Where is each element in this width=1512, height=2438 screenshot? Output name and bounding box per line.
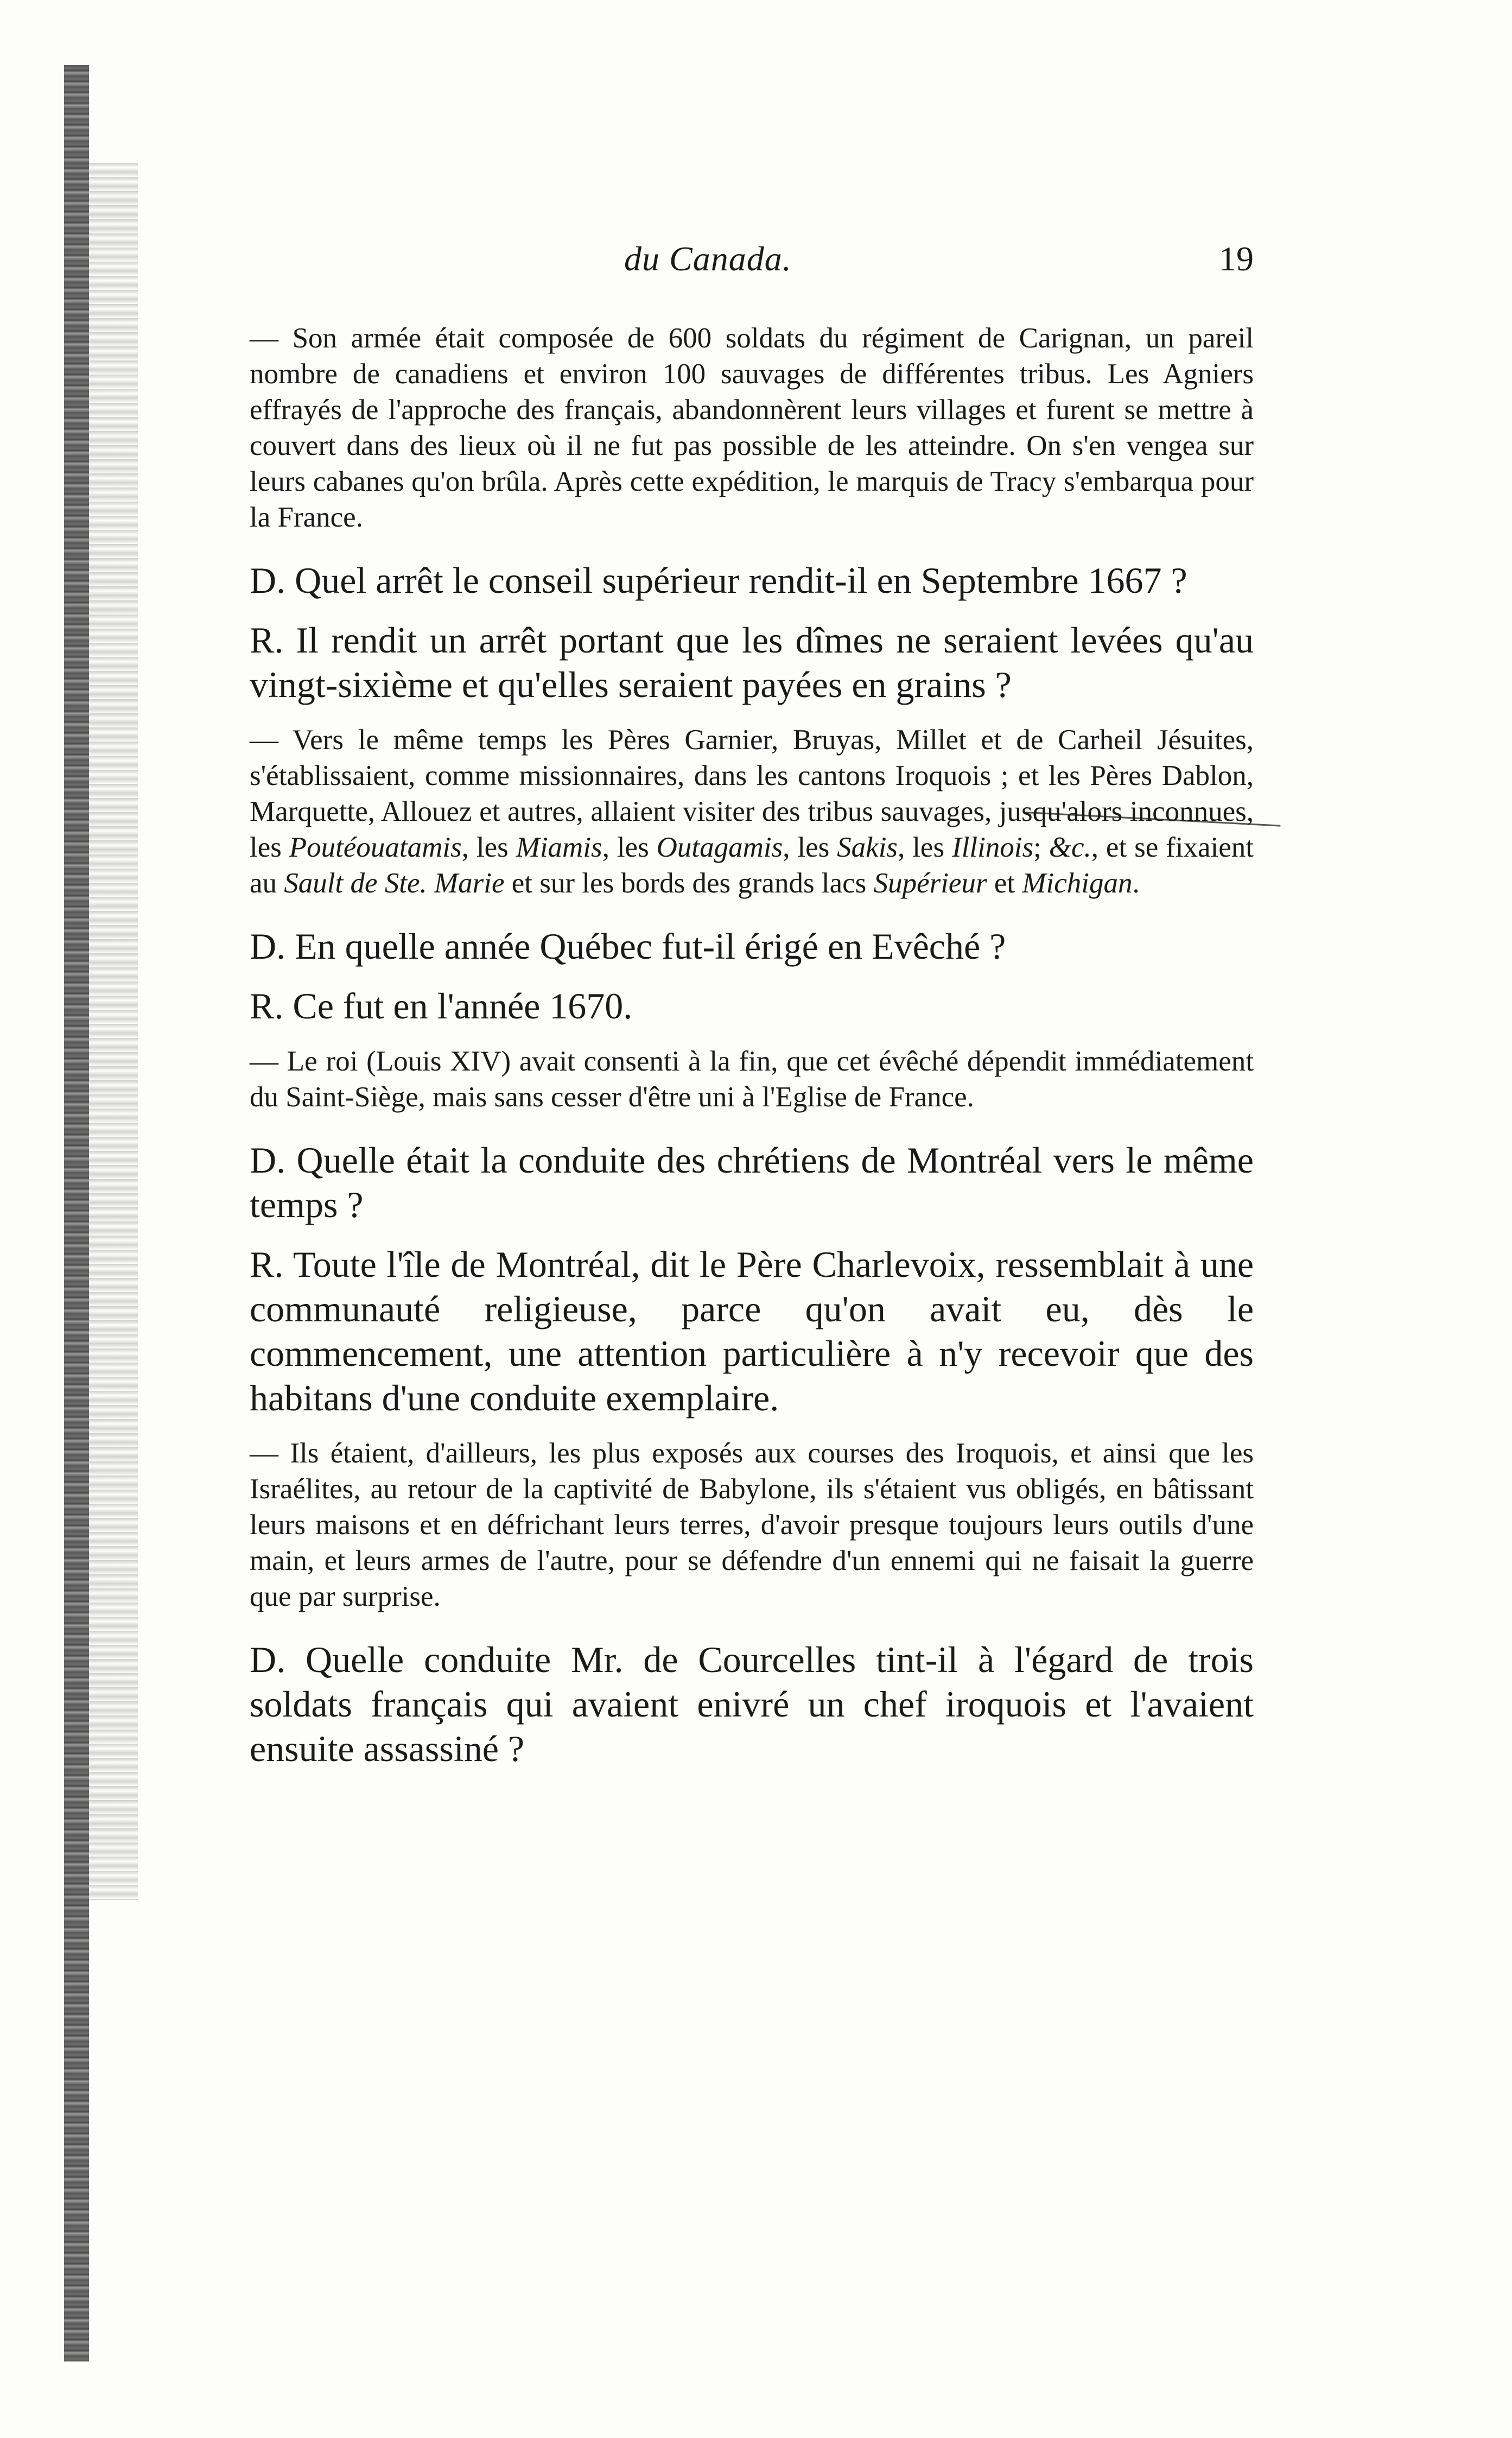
note-text: , les bbox=[898, 832, 952, 863]
page-header bbox=[250, 239, 1254, 288]
note-text: , les bbox=[461, 832, 516, 863]
answer-paragraph: R. Ce fut en l'année 1670. bbox=[250, 985, 633, 1027]
tribe-name: Miamis bbox=[516, 832, 602, 863]
tribe-name: Poutéouatamis bbox=[289, 832, 462, 863]
note-paragraph-missions bbox=[250, 722, 1254, 901]
running-head: du Canada. bbox=[624, 239, 792, 278]
question-paragraph: D. Quelle conduite Mr. de Courcelles tint-il à l'égard de trois soldats français qui avaient enivré un chef iroquois et l'avaient ensuite assassiné ? bbox=[250, 1639, 1254, 1769]
question-paragraph: D. En quelle année Québec fut-il érigé en Evêché ? bbox=[250, 926, 1006, 967]
note-text: , les bbox=[783, 832, 837, 863]
note-text: , les bbox=[602, 832, 657, 863]
question-paragraph: D. Quelle était la conduite des chrétiens de Montréal vers le même temps ? bbox=[250, 1139, 1254, 1225]
page-body bbox=[250, 320, 1254, 1786]
note-paragraph: — Son armée était composée de 600 soldats du régiment de Carignan, un pareil nombre de canadiens et environ 100 sauvages de différentes tribus. Les Agniers effrayés de l'approche des français, abandonnèrent leurs villages et furent se mettre à couvert dans des lieux où il ne fut pas possible de les atteindre. On s'en vengea sur leurs cabanes qu'on brûla. Après cette expédition, le marquis de Tracy s'embarqua pour la France. bbox=[250, 322, 1254, 533]
note-text: . bbox=[1132, 867, 1140, 899]
lake-name: Michigan bbox=[1022, 867, 1133, 899]
note-text: ; bbox=[1033, 832, 1049, 863]
note-text: et bbox=[987, 867, 1022, 899]
note-text: , et se fixaient au bbox=[250, 832, 1254, 899]
tribe-name: Illinois bbox=[951, 832, 1034, 863]
lake-name: Supérieur bbox=[873, 867, 987, 899]
note-text: — Vers le même temps les Pères Garnier, Bruyas, Millet et de Carheil Jésuites, s'établissaient, comme missionnaires, dans les cantons Iroquois ; et les Pères Dablon, Marquette, Allouez et autres, allaient visiter des tribus sauvages, jusqu'alors inconnues, les bbox=[250, 724, 1254, 863]
place-name: Sault de Ste. Marie bbox=[284, 867, 505, 899]
page-number: 19 bbox=[1219, 239, 1254, 278]
binding-shadow bbox=[89, 163, 138, 1900]
note-paragraph: — Ils étaient, d'ailleurs, les plus exposés aux courses des Iroquois, et ainsi que les Israélites, au retour de la captivité de Babylone, ils s'étaient vus obligés, en bâtissant leurs maisons et en défrichant leurs terres, d'avoir presque toujours leurs outils d'une main, et leurs armes de l'autre, pour se défendre d'un ennemi qui ne faisait la guerre que par surprise. bbox=[250, 1438, 1254, 1612]
abbreviation: &c. bbox=[1049, 832, 1091, 863]
tribe-name: Outagamis bbox=[656, 832, 783, 863]
note-text: et sur les bords des grands lacs bbox=[504, 867, 874, 899]
question-paragraph: D. Quel arrêt le conseil supérieur rendit-il en Septembre 1667 ? bbox=[250, 560, 1187, 601]
answer-paragraph: R. Toute l'île de Montréal, dit le Père Charlevoix, ressemblait à une communauté religieuse, parce qu'on avait eu, dès le commencement, une attention particulière à n'y recevoir que des habitans d'une conduite exemplaire. bbox=[250, 1244, 1254, 1419]
binding-edge bbox=[64, 65, 89, 2361]
tribe-name: Sakis bbox=[837, 832, 898, 863]
answer-paragraph: R. Il rendit un arrêt portant que les dîmes ne seraient levées qu'au vingt-sixième et qu'elles seraient payées en grains ? bbox=[250, 619, 1254, 705]
note-paragraph: — Le roi (Louis XIV) avait consenti à la fin, que cet évêché dépendit immédiatement du Saint-Siège, mais sans cesser d'être uni à l'Eglise de France. bbox=[250, 1046, 1254, 1113]
